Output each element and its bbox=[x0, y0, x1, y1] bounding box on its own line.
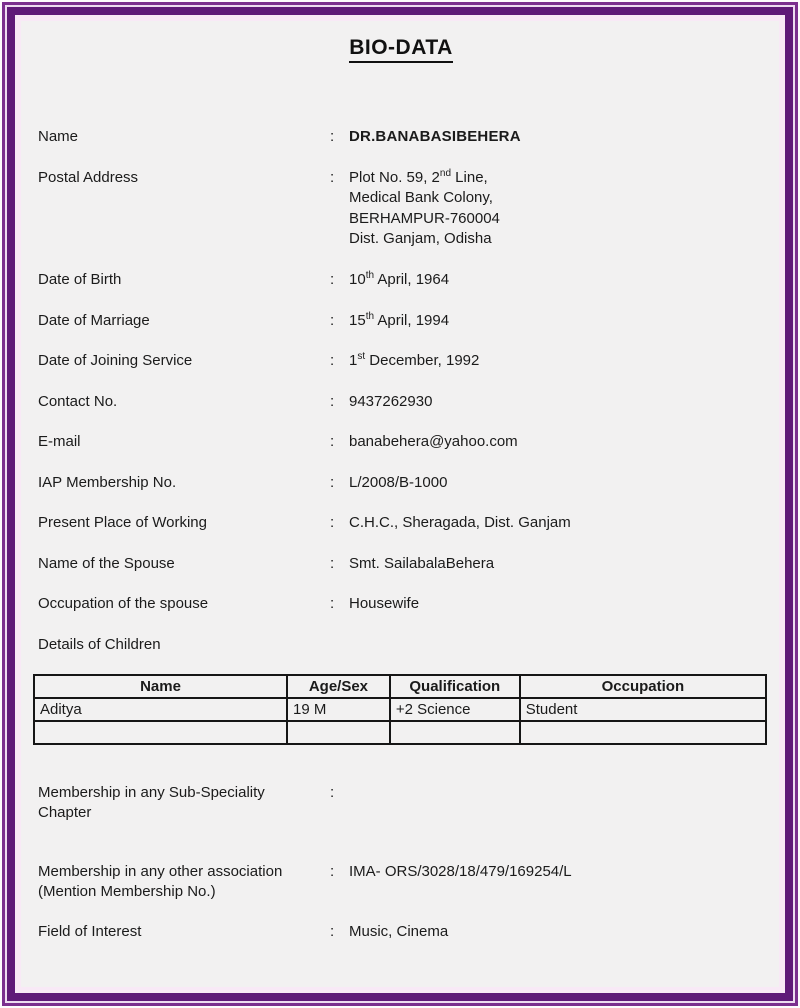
table-row bbox=[34, 698, 766, 721]
field-row-iap-membership-no bbox=[33, 473, 769, 493]
colon-separator: : bbox=[330, 168, 335, 186]
field-label: Name of the Spouse bbox=[38, 554, 175, 572]
field-value: C.H.C., Sheragada, Dist. Ganjam bbox=[349, 514, 571, 531]
field-label: Membership in any other association (Mention Membership No.) bbox=[38, 863, 283, 900]
address-line-1: Plot No. 59, 2nd Line, bbox=[349, 167, 488, 186]
table-row-empty bbox=[34, 721, 766, 744]
cell-empty bbox=[287, 721, 390, 744]
colon-separator: : bbox=[330, 311, 335, 329]
field-label: Contact No. bbox=[38, 392, 118, 410]
column-header-name: Name bbox=[34, 675, 287, 698]
field-value: IMA- ORS/3028/18/479/169254/L bbox=[349, 863, 572, 880]
colon-separator: : bbox=[330, 128, 335, 145]
field-value: L/2008/B-1000 bbox=[349, 473, 448, 491]
column-header-age-sex: Age/Sex bbox=[287, 675, 390, 698]
page-title: BIO-DATA bbox=[349, 36, 453, 63]
colon-separator: : bbox=[330, 473, 335, 491]
column-header-qualification: Qualification bbox=[390, 675, 520, 698]
field-value: banabehera@yahoo.com bbox=[349, 433, 518, 450]
column-header-occupation: Occupation bbox=[520, 675, 766, 698]
field-label: Postal Address bbox=[38, 168, 139, 186]
field-value: Housewife bbox=[349, 595, 420, 612]
children-table-header-row bbox=[34, 675, 766, 698]
colon-separator: : bbox=[330, 271, 335, 288]
colon-separator: : bbox=[330, 352, 335, 369]
field-label: Date of Joining Service bbox=[38, 352, 193, 369]
address-line-2: Medical Bank Colony, bbox=[349, 189, 493, 206]
children-section-heading bbox=[33, 635, 769, 655]
colon-separator: : bbox=[330, 554, 335, 572]
document-content bbox=[21, 21, 779, 987]
colon-separator: : bbox=[330, 433, 335, 450]
field-row-name bbox=[33, 127, 769, 147]
colon-separator: : bbox=[330, 863, 335, 880]
field-row-name-of-spouse bbox=[33, 554, 769, 574]
colon-separator: : bbox=[330, 514, 335, 531]
field-label: Membership in any Sub-Speciality Chapter bbox=[38, 784, 265, 821]
field-value: 9437262930 bbox=[349, 392, 433, 410]
field-row-present-place-of-working bbox=[33, 513, 769, 533]
field-row-field-of-interest bbox=[33, 922, 769, 942]
address-line-4: Dist. Ganjam, Odisha bbox=[349, 230, 492, 247]
cell-empty bbox=[34, 721, 287, 744]
field-row-other-association bbox=[33, 862, 769, 902]
field-row-date-of-joining-service bbox=[33, 351, 769, 371]
field-label: Field of Interest bbox=[38, 923, 142, 940]
field-row-contact-no bbox=[33, 392, 769, 412]
field-value: 10th April, 1964 bbox=[349, 270, 450, 288]
cell-empty bbox=[520, 721, 766, 744]
title-container bbox=[33, 36, 769, 63]
field-value: DR.BANABASIBEHERA bbox=[349, 128, 521, 145]
field-label: Date of Birth bbox=[38, 271, 122, 288]
field-row-email bbox=[33, 432, 769, 452]
inner-purple-frame bbox=[7, 7, 793, 1001]
section-heading-label: Details of Children bbox=[38, 635, 161, 653]
colon-separator: : bbox=[330, 392, 335, 410]
field-value: 15th April, 1994 bbox=[349, 310, 450, 329]
field-row-date-of-birth bbox=[33, 270, 769, 290]
children-table bbox=[33, 674, 767, 745]
field-row-sub-speciality-chapter bbox=[33, 783, 769, 823]
field-row-date-of-marriage bbox=[33, 311, 769, 331]
field-label: Date of Marriage bbox=[38, 311, 150, 329]
cell-child-name: Aditya bbox=[34, 698, 287, 721]
field-value bbox=[349, 168, 769, 250]
colon-separator: : bbox=[330, 923, 335, 940]
field-label: IAP Membership No. bbox=[38, 473, 177, 491]
field-value: 1st December, 1992 bbox=[349, 351, 480, 369]
field-label: E-mail bbox=[38, 433, 81, 450]
field-row-postal-address bbox=[33, 168, 769, 250]
cell-child-occupation: Student bbox=[520, 698, 766, 721]
field-row-occupation-of-spouse bbox=[33, 594, 769, 614]
field-label: Present Place of Working bbox=[38, 514, 207, 531]
cell-child-age-sex: 19 M bbox=[287, 698, 390, 721]
field-label: Name bbox=[38, 128, 79, 145]
colon-separator: : bbox=[330, 595, 335, 612]
cell-child-qualification: +2 Science bbox=[390, 698, 520, 721]
field-value: Music, Cinema bbox=[349, 923, 449, 940]
field-label: Occupation of the spouse bbox=[38, 595, 209, 612]
cell-empty bbox=[390, 721, 520, 744]
colon-separator: : bbox=[330, 784, 335, 801]
address-line-3: BERHAMPUR-760004 bbox=[349, 209, 500, 227]
outer-purple-frame bbox=[2, 2, 798, 1006]
field-value: Smt. SailabalaBehera bbox=[349, 554, 495, 572]
